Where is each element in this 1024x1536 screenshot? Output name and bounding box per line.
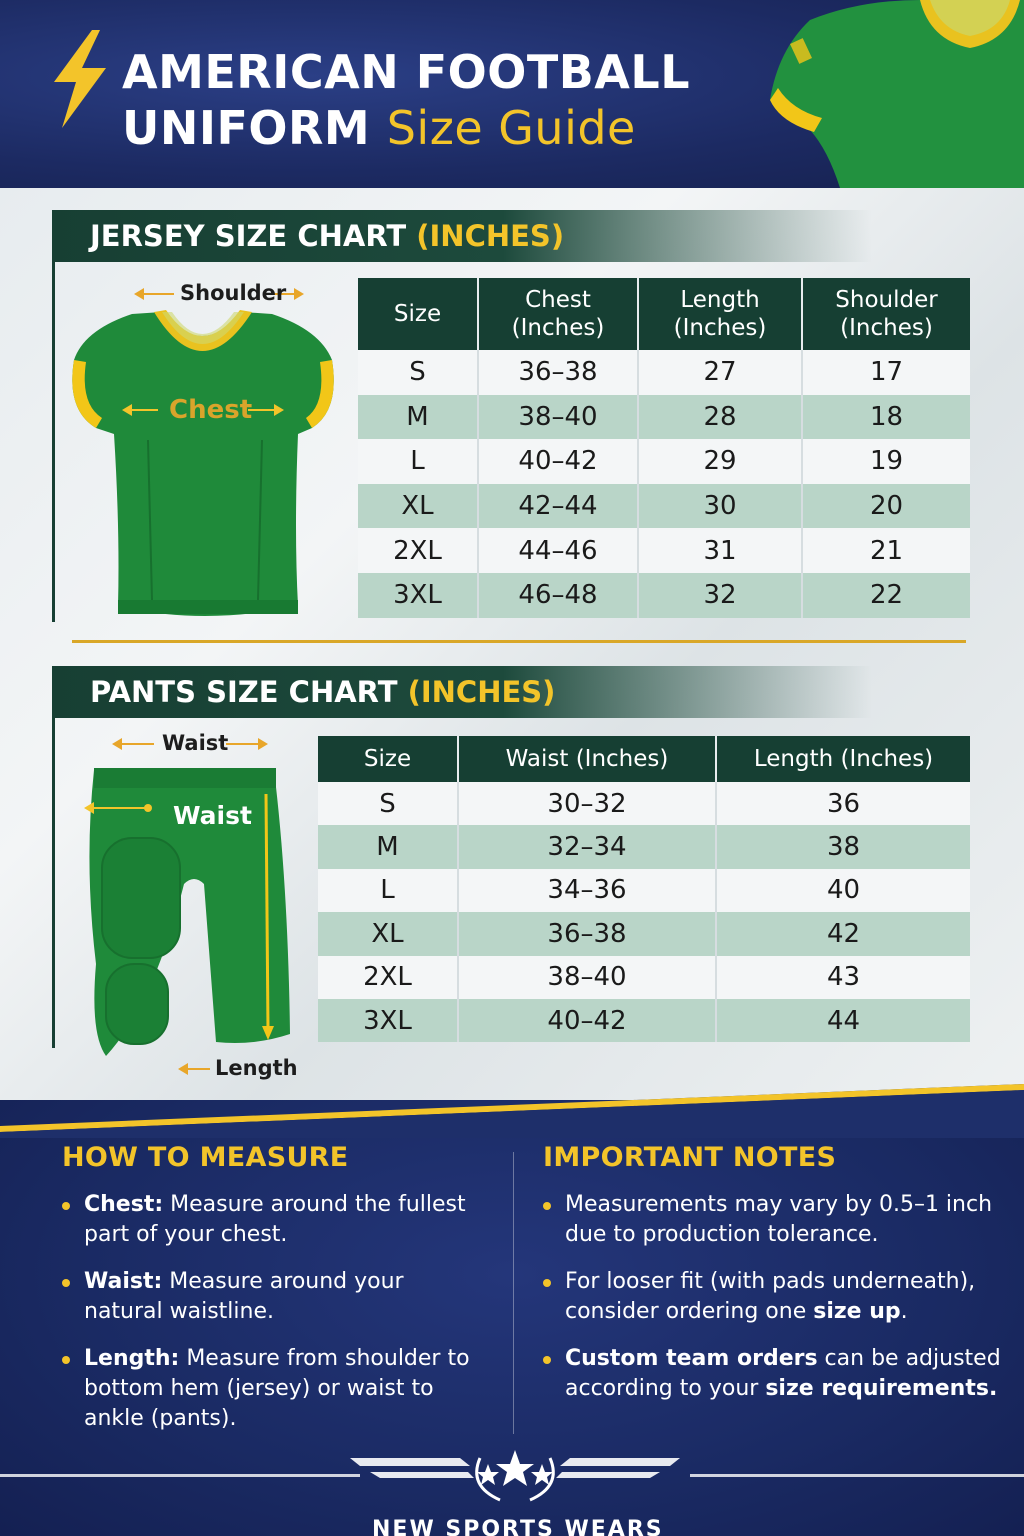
pants-table-row <box>318 825 970 868</box>
important-notes-title: IMPORTANT NOTES <box>543 1142 837 1173</box>
jersey-column-header-line: Length <box>680 287 760 313</box>
jersey-column-header <box>358 278 478 350</box>
jersey-column-header-line: Chest <box>525 287 591 313</box>
waist-label: Waist <box>173 801 252 830</box>
jersey-section-rule <box>52 262 55 622</box>
jersey-table-cell: 18 <box>802 395 970 440</box>
pants-table-row <box>318 912 970 955</box>
pants-table-cell: L <box>318 869 458 912</box>
page-title <box>122 44 690 156</box>
pants-table-cell: 34–36 <box>458 869 716 912</box>
footer-line-right <box>690 1474 1024 1477</box>
jersey-table-cell: 38–40 <box>478 395 638 440</box>
jersey-table-cell: 32 <box>638 573 802 618</box>
pants-table-body <box>318 782 970 1042</box>
jersey-column-header-line: (Inches) <box>673 315 767 341</box>
pants-section-rule <box>52 718 55 1048</box>
jersey-column-header-line: (Inches) <box>511 315 605 341</box>
jersey-column-header <box>638 278 802 350</box>
jersey-table-cell: 40–42 <box>478 439 638 484</box>
jersey-table-cell: 46–48 <box>478 573 638 618</box>
pants-section-title: PANTS SIZE CHART <box>90 675 398 709</box>
measure-item <box>62 1267 482 1327</box>
jersey-column-header-line: Size <box>393 301 442 327</box>
note-item <box>543 1267 1003 1327</box>
jersey-table-cell: 19 <box>802 439 970 484</box>
pants-table-cell: XL <box>318 912 458 955</box>
brand-wings-logo-icon <box>350 1448 680 1508</box>
jersey-table-cell: 21 <box>802 528 970 573</box>
jersey-section-unit: (INCHES) <box>416 219 565 253</box>
measure-term: Length: <box>84 1346 180 1371</box>
jersey-column-header-line: Shoulder <box>835 287 938 313</box>
title-line-2: UNIFORM <box>122 101 371 155</box>
column-divider <box>513 1152 514 1434</box>
footer-line-left <box>0 1474 360 1477</box>
measure-text: Measure around your natural waistline. <box>84 1269 404 1324</box>
pants-table-cell: 38 <box>716 825 970 868</box>
pants-table-cell: 36–38 <box>458 912 716 955</box>
important-notes-list <box>543 1190 1003 1421</box>
note-text: . <box>900 1299 908 1324</box>
title-accent: Size Guide <box>386 101 636 155</box>
measure-text: Measure from shoulder to bottom hem (jersey) or waist to ankle (pants). <box>84 1346 470 1431</box>
jersey-photo-top <box>770 0 1024 188</box>
note-text: Custom team orders <box>565 1346 818 1371</box>
pants-table-cell: 38–40 <box>458 956 716 999</box>
jersey-table-cell: 44–46 <box>478 528 638 573</box>
chest-label: Chest <box>169 395 253 425</box>
jersey-table-cell: 30 <box>638 484 802 529</box>
brand-name: NEW SPORTS WEARS <box>372 1517 664 1536</box>
shoulder-label: Shoulder <box>180 281 287 305</box>
pants-table-cell: M <box>318 825 458 868</box>
pants-table-cell: 2XL <box>318 956 458 999</box>
pants-table-row <box>318 869 970 912</box>
pants-table-header <box>318 736 970 782</box>
jersey-table-cell: 27 <box>638 350 802 395</box>
note-text: size up <box>813 1299 901 1324</box>
jersey-table-cell: 22 <box>802 573 970 618</box>
jersey-table-cell: M <box>358 395 478 440</box>
note-text: For looser fit (with pads underneath), consider ordering one <box>565 1269 976 1324</box>
pants-table-row <box>318 782 970 825</box>
pants-section-header <box>52 666 872 718</box>
measure-item <box>62 1190 482 1250</box>
lightning-bolt-icon <box>48 30 110 128</box>
pants-table-cell: 43 <box>716 956 970 999</box>
pants-table-cell: 40–42 <box>458 999 716 1042</box>
pants-column-header: Length (Inches) <box>716 736 970 782</box>
jersey-section-header <box>52 210 872 262</box>
note-item <box>543 1344 1003 1404</box>
jersey-table-row <box>358 484 970 529</box>
pants-table-cell: 30–32 <box>458 782 716 825</box>
waist-top-label: Waist <box>162 731 229 755</box>
jersey-column-header-line: (Inches) <box>840 315 933 341</box>
jersey-table-row <box>358 573 970 618</box>
pants-table-cell: 42 <box>716 912 970 955</box>
pants-table-cell: 32–34 <box>458 825 716 868</box>
pants-table-cell: 3XL <box>318 999 458 1042</box>
pants-column-header: Size <box>318 736 458 782</box>
jersey-table-cell: L <box>358 439 478 484</box>
header-banner <box>0 0 1024 190</box>
jersey-column-header <box>478 278 638 350</box>
pants-table-cell: 44 <box>716 999 970 1042</box>
jersey-table-cell: 17 <box>802 350 970 395</box>
jersey-table-cell: 36–38 <box>478 350 638 395</box>
pants-size-table <box>318 736 970 1042</box>
note-text: can be adjusted according to your <box>565 1346 1001 1401</box>
jersey-table-cell: 31 <box>638 528 802 573</box>
jersey-illustration <box>62 300 344 626</box>
note-item <box>543 1190 1003 1250</box>
jersey-table-cell: 2XL <box>358 528 478 573</box>
length-arrow-icon <box>178 1061 212 1077</box>
note-text: size requirements. <box>765 1376 998 1401</box>
pants-table-cell: S <box>318 782 458 825</box>
pants-section-unit: (INCHES) <box>407 675 556 709</box>
pants-table-row <box>318 999 970 1042</box>
section-divider <box>72 640 966 643</box>
jersey-table-row <box>358 350 970 395</box>
measure-text: Measure around the fullest part of your chest. <box>84 1192 466 1247</box>
title-line-1: AMERICAN FOOTBALL <box>122 45 691 99</box>
measure-term: Chest: <box>84 1192 164 1217</box>
pants-table-cell: 40 <box>716 869 970 912</box>
length-label: Length <box>215 1056 298 1080</box>
jersey-table-cell: 20 <box>802 484 970 529</box>
note-text: Measurements may vary by 0.5–1 inch due to production tolerance. <box>565 1192 993 1247</box>
jersey-table-cell: 3XL <box>358 573 478 618</box>
jersey-table-cell: S <box>358 350 478 395</box>
pants-column-header: Waist (Inches) <box>458 736 716 782</box>
jersey-column-header <box>802 278 970 350</box>
measure-term: Waist: <box>84 1269 163 1294</box>
jersey-table-cell: 42–44 <box>478 484 638 529</box>
jersey-table-row <box>358 395 970 440</box>
jersey-table-header <box>358 278 970 350</box>
jersey-table-row <box>358 528 970 573</box>
jersey-table-cell: XL <box>358 484 478 529</box>
jersey-section-title: JERSEY SIZE CHART <box>90 219 407 253</box>
pants-table-cell: 36 <box>716 782 970 825</box>
jersey-table-cell: 28 <box>638 395 802 440</box>
jersey-table-cell: 29 <box>638 439 802 484</box>
jersey-table-body <box>358 350 970 618</box>
pants-table-row <box>318 956 970 999</box>
how-to-measure-title: HOW TO MEASURE <box>62 1142 349 1173</box>
gold-stripe-divider <box>0 1078 1024 1138</box>
how-to-measure-list <box>62 1190 482 1451</box>
measure-item <box>62 1344 482 1434</box>
jersey-table-row <box>358 439 970 484</box>
jersey-size-table <box>358 278 970 618</box>
